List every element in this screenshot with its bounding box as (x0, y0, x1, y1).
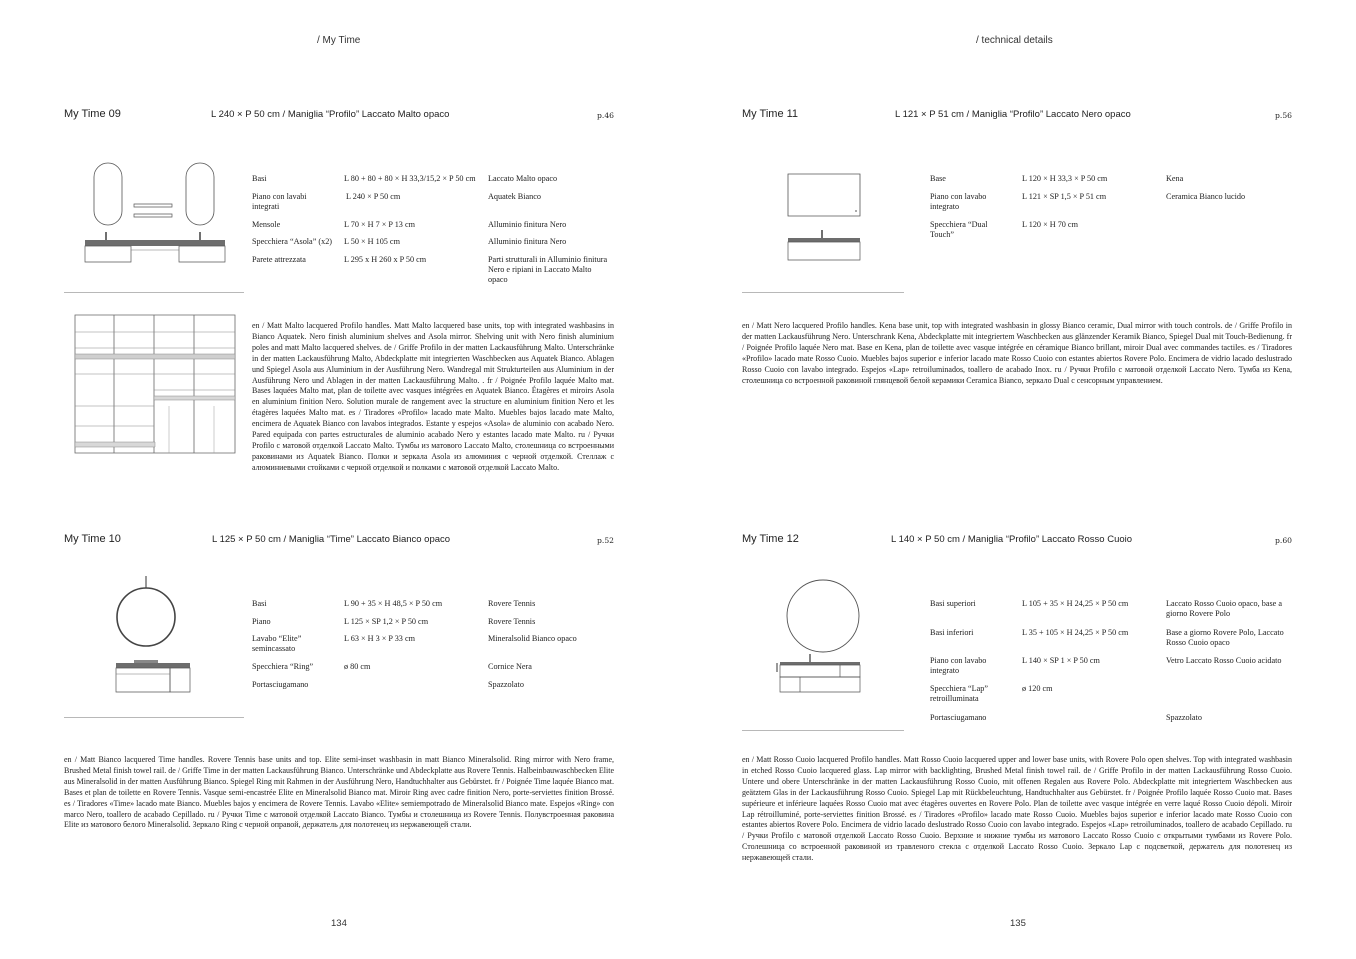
spec-item: Parete attrezzata (252, 255, 306, 264)
spec-finish: Rovere Tennis (488, 599, 536, 608)
divider-rule (64, 717, 244, 718)
divider-rule (64, 292, 244, 293)
page-number: 135 (1010, 918, 1026, 929)
entry-title: My Time 11 (742, 108, 799, 120)
description-my-time-10: en / Matt Bianco lacquered Time handles. Rovere Tennis base units and top. Elite semi-inset washbasin in matt Bianco Mineralsolid. Ring mirror with Nero frame, Brushed Metal finish towel rail. de / Griffe Time in der matten Lackausführung Bianco. Unterschränke und Abdeckplatte aus Rovere Tennis. Halbeinbauwaschbecken Elite aus Mineralsolid in der matten Ausführung Bianco. Spiegel Ring mit Rahmen in der Ausführung Nero, Handtuchhalter aus Gebürstet. fr / Poignée Time laquée Bianco mat. Bases et plan de toilette en Rovere Tennis. Vasque semi-encastrée Elite en Mineralsolid Bianco mat. Miroir Ring avec cadre finition Nero, porte-serviettes finition Brossé. es / Tiradores «Time» lacado mate Bianco. Muebles bajos y encimera de Rovere Tennis. Lavabo «Elite» semiempotrado de Mineralsolid Bianco mate. Espejos «Ring» con marco Nero, toallero de acabado Cepillado. ru / Ручки Time с матовой отделкой Laccato Bianco. Тумбы и столешница из Rovere Tennis. Полувстроенная раковина Elite из матового белого Mineralsolid. Зеркало Ring с черной оправой, держатель для полотенец из нержавеющей стали. (64, 755, 614, 830)
spec-finish: Laccato Malto opaco (488, 174, 558, 183)
entry-subtitle: L 125 × P 50 cm / Maniglia “Time” Laccato Bianco opaco (212, 534, 451, 545)
spec-finish: Vetro Laccato Rosso Cuoio acidato (1166, 656, 1282, 665)
spec-item: Specchiera “Ring” (252, 662, 314, 671)
spec-item: Specchiera “Asola” (x2) (252, 237, 333, 246)
running-header: / My Time (317, 35, 361, 46)
spec-finish: Spazzolato (1166, 713, 1202, 722)
spec-item: Piano con lavabi integrati (252, 192, 307, 211)
spec-item: Piano con lavabo integrato (930, 192, 987, 211)
spec-dims: L 240 × P 50 cm (346, 192, 401, 201)
spec-dims: L 63 × H 3 × P 33 cm (344, 634, 415, 643)
my-time-12-elevation-drawing (776, 574, 862, 698)
spec-finish: Parti strutturali in Alluminio finitura Nero e ripiani in Laccato Malto opaco (488, 255, 608, 284)
spec-item: Portasciugamano (252, 680, 309, 689)
spec-dims: L 121 × SP 1,5 × P 51 cm (1022, 192, 1107, 201)
page-number: 134 (331, 918, 347, 929)
spec-dims: L 295 x H 260 x P 50 cm (344, 255, 427, 264)
spec-finish: Base a giorno Rovere Polo, Laccato Rosso Cuoio opaco (1166, 628, 1284, 647)
spec-finish: Cornice Nera (488, 662, 532, 671)
spec-finish: Kena (1166, 174, 1184, 183)
my-time-09-elevation-drawing (82, 160, 232, 270)
entry-title: My Time 12 (742, 533, 799, 545)
my-time-11-elevation-drawing (786, 172, 864, 264)
spec-item: Basi inferiori (930, 628, 974, 637)
spec-item: Basi superiori (930, 599, 976, 608)
spec-dims: L 140 × SP 1 × P 50 cm (1022, 656, 1100, 665)
spec-item: Portasciugamano (930, 713, 987, 722)
divider-rule (742, 730, 904, 731)
spec-dims: ø 80 cm (344, 662, 371, 671)
entry-title: My Time 09 (64, 108, 121, 120)
entry-subtitle: L 240 × P 50 cm / Maniglia “Profilo” Laccato Malto opaco (211, 109, 450, 120)
spec-finish: Rovere Tennis (488, 617, 536, 626)
spec-dims: L 105 + 35 × H 24,25 × P 50 cm (1022, 599, 1129, 608)
spec-finish: Mineralsolid Bianco opaco (488, 634, 577, 643)
page-reference: p.46 (597, 111, 614, 120)
spec-item: Mensole (252, 220, 281, 229)
spec-dims: L 35 + 105 × H 24,25 × P 50 cm (1022, 628, 1129, 637)
spec-dims: L 90 + 35 × H 48,5 × P 50 cm (344, 599, 443, 608)
spec-dims: L 80 + 80 + 80 × H 33,3/15,2 × P 50 cm (344, 174, 476, 183)
entry-subtitle: L 140 × P 50 cm / Maniglia “Profilo” Laccato Rosso Cuoio (891, 534, 1133, 545)
spec-finish: Alluminio finitura Nero (488, 220, 567, 229)
my-time-10-elevation-drawing (112, 574, 196, 696)
spec-dims: L 120 × H 33,3 × P 50 cm (1022, 174, 1108, 183)
spec-item: Lavabo “Elite” semincassato (252, 634, 302, 653)
spec-dims: ø 120 cm (1022, 684, 1053, 693)
spec-item: Piano (252, 617, 271, 626)
spec-item: Basi (252, 174, 267, 183)
description-my-time-12: en / Matt Rosso Cuoio lacquered Profilo handles. Matt Rosso Cuoio lacquered upper and lower base units, with Rovere Polo open shelves. Top with integrated washbasin in etched Rosso Cuoio lacquered glass. Lap mirror with backlighting, Brushed Metal finish towel rail. de / Griffe Profilo in der matten Lackausführung Rosso Cuoio. Untere und obere Unterschränke in der matten Lackausführung Rosso Cuoio, mit offenen Regalen aus Rovere Polo. Abdeckplatte mit integriertem Waschbecken aus geätztem Glas in der Lackausführung Rosso Cuoio. Spiegel Lap mit Rückbeleuchtung, Handtuchhalter aus Gebürstet. fr / Poignée Profilo laquée Rosso Cuoio mat. Bases supérieure et inférieure laquées Rosso Cuoio mat avec étagères ouvertes en Rovere Polo. Plan de toilette avec vasque intégrée en verre laqué Rosso Cuoio dépoli. Miroir Lap rétroilluminé, porte-serviettes finition Brossé. es / Tiradores «Profilo» lacado mate Rosso Cuoio. Muebles bajos superior e inferior lacado mate Rosso Cuoio con estantes abiertos Rovere Polo. Encimera de vidrio lacado deslustrado Rosso Cuoio con lavabo integrado. Espejos «Lap» retroiluminados, toallero de acabado Cepillado. ru / Ручки Profilo с матовой отделкой Laccato Rosso Cuoio. Верхние и нижние тумбы из матового Laccato Rosso Cuoio с открытыми тумбами из Rovere Polo. Столешница со встроенной раковиной из травленого стекла с отделкой Laccato Rosso Cuoio. Зеркало Lap с подсветкой, держатель для полотенец из нержавеющей стали. (742, 755, 1292, 863)
spec-item: Base (930, 174, 946, 183)
spec-item: Specchiera “Lap” retroilluminata (930, 684, 988, 703)
spec-dims: L 50 × H 105 cm (344, 237, 400, 246)
divider-rule (742, 292, 904, 293)
spec-item: Specchiera “Dual Touch” (930, 220, 988, 239)
page-reference: p.56 (1275, 111, 1292, 120)
entry-subtitle: L 121 × P 51 cm / Maniglia “Profilo” Laccato Nero opaco (895, 109, 1131, 120)
spec-finish: Alluminio finitura Nero (488, 237, 567, 246)
wall-unit-drawing (74, 314, 236, 454)
spec-finish: Ceramica Bianco lucido (1166, 192, 1246, 201)
description-my-time-11: en / Matt Nero lacquered Profilo handles. Kena base unit, top with integrated washbasin in glossy Bianco ceramic, Dual mirror with touch controls. de / Griffe Profilo in der matten Lackausführung Nero. Unterschrank Kena, Abdeckplatte mit integriertem Waschbecken aus glänzender Keramik Bianco, Spiegel Dual mit Touch-Bedienung. fr / Poignée Profilo laquée Nero mat. Base en Kena, plan de toilette avec vasque intégrée en céramique Bianco brillant, miroir Dual avec commandes tactiles. es / Tiradores «Profilo» lacado mate Rosso Cuoio. Muebles bajos superior e inferior lacado mate Rosso Cuoio con estantes abiertos Rovere Polo. Encimera de vidrio lacado deslustrado Rosso Cuoio con lavabo integrado. Espejos «Lap» retroiluminados, toallero de acabado Inox. ru / Ручки Profilo с матовой отделкой Laccato Nero. Тумба из Kena, столешница со встроенной раковиной глянцевой белой керамики Ceramica Bianco, зеркало Dual с сенсорным управлением. (742, 321, 1292, 385)
running-header: / technical details (976, 35, 1053, 46)
spec-dims: L 125 × SP 1,2 × P 50 cm (344, 617, 429, 626)
spec-item: Basi (252, 599, 267, 608)
page-reference: p.60 (1275, 536, 1292, 545)
spec-item: Piano con lavabo integrato (930, 656, 987, 675)
description-my-time-09: en / Matt Malto lacquered Profilo handles. Matt Malto lacquered base units, top with integrated washbasins in Bianco Aquatek. Nero finish aluminium shelves and Asola mirror. Shelving unit with Nero finish aluminium poles and matt Malto lacquered shelves. de / Griffe Profilo in der matten Lackausführung Malto. Unterschränke in der matten Lackausführung Malto, Abdeckplatte mit integrierten Waschbecken aus Aquatek Bianco. Ablagen und Spiegel Asola aus Aluminium in der Ausführung Nero. Wandregal mit Strukturteilen aus Aluminium in der Ausführung Nero und Ablagen in der matten Lackausführung Malto. . fr / Poignée Profilo laquée Malto mat. Bases laquées Malto mat, plan de toilette avec vasques intégrées en Aquatek Bianco. Étagères et miroirs Asola en aluminium finition Nero. Solution murale de rangement avec la structure en aluminium finition Nero et les étagères laquées Malto mat. es / Tiradores «Profilo» lacado mate Malto. Muebles bajos lacado mate Malto, encimera de Aquatek Bianco con lavabos integrados. Estante y espejos «Asola» de aluminio con acabado Nero. Pared equipada con partes estructurales de aluminio acabado Nero y estantes lacado mate Malto. ru / Ручки Profilo с матовой отделкой Laccato Malto. Тумбы из матового Laccato Malto, столешница со встроенными раковинами из Aquatek Bianco. Полки и зеркала Asola из алюминия с черной отделкой. Стеллаж с алюминиевыми стойками с черной отделкой и полками с матовой отделкой Laccato Malto. (252, 321, 614, 472)
right-page (678, 0, 1356, 959)
spec-finish: Aquatek Bianco (488, 192, 541, 201)
page-reference: p.52 (597, 536, 614, 545)
spec-finish: Spazzolato (488, 680, 524, 689)
entry-title: My Time 10 (64, 533, 121, 545)
spec-finish: Laccato Rosso Cuoio opaco, base a giorno Rovere Polo (1166, 599, 1282, 618)
spec-dims: L 120 × H 70 cm (1022, 220, 1078, 229)
spec-dims: L 70 × H 7 × P 13 cm (344, 220, 415, 229)
